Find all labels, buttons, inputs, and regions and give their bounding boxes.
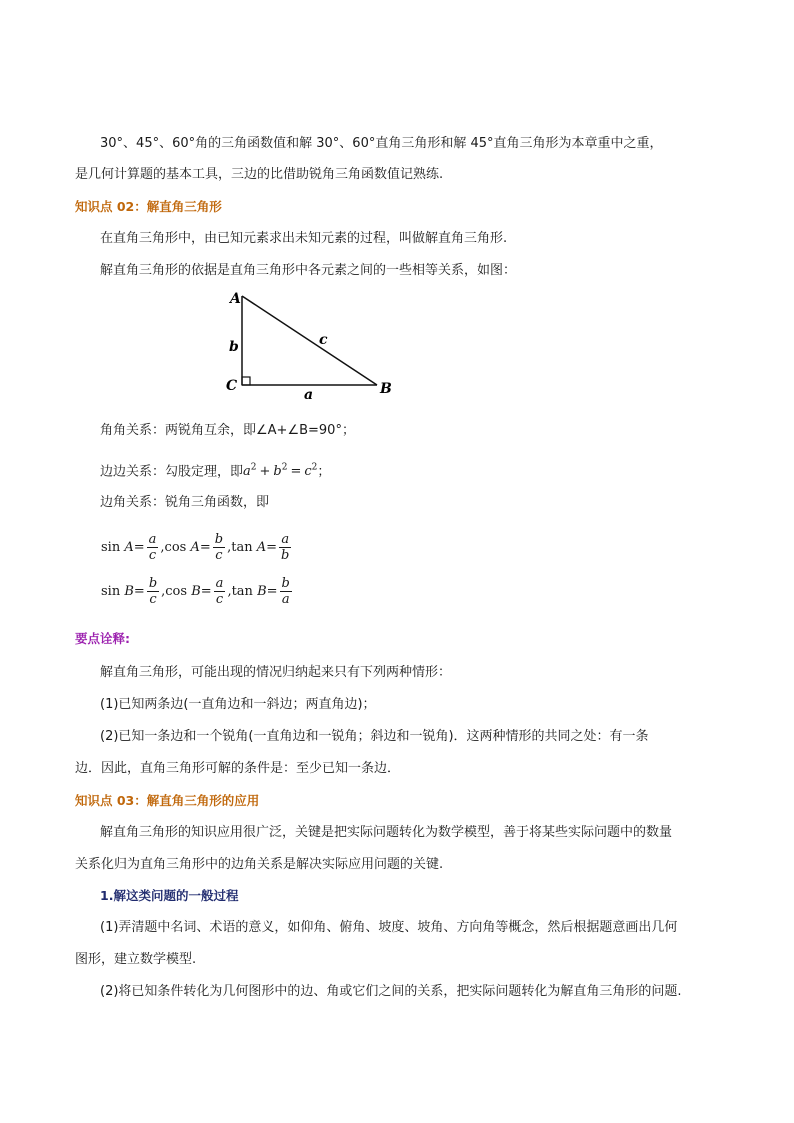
key-points-intro: 解直角三角形，可能出现的情况归纳起来只有下列两种情形： bbox=[100, 665, 452, 680]
vertex-b-label: B bbox=[380, 381, 392, 397]
kp03-step-2: (2)将已知条件转化为几何图形中的边、角或它们之间的关系，把实际问题转化为解直角三角形的问题. bbox=[100, 984, 682, 999]
key-points-heading: 要点诠释: bbox=[75, 631, 130, 646]
trig-formulas-a: sin A= $\frac{a}{c}$ ,cos A= $\frac{b}{c}$ ,tan A= $\frac{a}{b}$ bbox=[101, 532, 290, 563]
trig-formulas-b: sin B= $\frac{b}{c}$ ,cos B= $\frac{a}{c}$ ,tan B= $\frac{b}{a}$ bbox=[101, 576, 290, 607]
kp03-sub-heading: 1.解这类问题的一般过程 bbox=[100, 888, 239, 903]
vertex-c-label: C bbox=[226, 378, 238, 394]
kp03-paragraph-line-2: 关系化归为直角三角形中的边角关系是解决实际应用问题的关键. bbox=[75, 857, 444, 872]
key-points-item-2-line-2: 边．因此，直角三角形可解的条件是：至少已知一条边． bbox=[75, 761, 401, 776]
key-points-item-1: (1)已知两条边(一直角边和一斜边；两直角边)； bbox=[100, 697, 376, 712]
side-relation-prefix: 边边关系：勾股定理，即 bbox=[100, 464, 244, 480]
side-c-label: c bbox=[319, 332, 328, 348]
kp02-definition: 在直角三角形中，由已知元素求出未知元素的过程，叫做解直角三角形. bbox=[100, 231, 508, 246]
side-b-label: b bbox=[229, 339, 239, 355]
kp03-paragraph-line-1: 解直角三角形的知识应用很广泛，关键是把实际问题转化为数学模型，善于将某些实际问题中的数量 bbox=[100, 825, 673, 840]
intro-line-2: 是几何计算题的基本工具，三边的比借助锐角三角函数值记熟练. bbox=[75, 167, 444, 182]
side-angle-relation: 边角关系：锐角三角函数，即 bbox=[100, 495, 270, 510]
kp03-heading: 知识点 03：解直角三角形的应用 bbox=[75, 793, 260, 808]
angle-relation: 角角关系：两锐角互余，即∠A+∠B=90°； bbox=[100, 423, 355, 438]
kp02-basis: 解直角三角形的依据是直角三角形中各元素之间的一些相等关系，如图： bbox=[100, 263, 517, 278]
kp03-step-1-line-2: 图形，建立数学模型. bbox=[75, 952, 197, 967]
intro-line-1: 30°、45°、60°角的三角函数值和解 30°、60°直角三角形和解 45°直角三角形为本章重中之重， bbox=[100, 136, 663, 151]
key-points-item-2-line-1: (2)已知一条边和一个锐角(一直角边和一锐角；斜边和一锐角)．这两种情形的共同之处：有一条 bbox=[100, 729, 649, 744]
kp02-heading: 知识点 02：解直角三角形 bbox=[75, 199, 222, 214]
kp03-step-1-line-1: (1)弄清题中名词、术语的意义，如仰角、俯角、坡度、坡角、方向角等概念，然后根据题意画出几何 bbox=[100, 920, 678, 935]
pythagoras-formula: a$^2$ + b$^2$ = c$^2$ bbox=[243, 463, 318, 480]
side-relation: 边边关系：勾股定理，即a$^2$ + b$^2$ = c$^2$； bbox=[100, 463, 331, 480]
side-a-label: a bbox=[304, 387, 314, 403]
vertex-a-label: A bbox=[230, 291, 241, 307]
right-triangle-figure bbox=[225, 288, 405, 403]
